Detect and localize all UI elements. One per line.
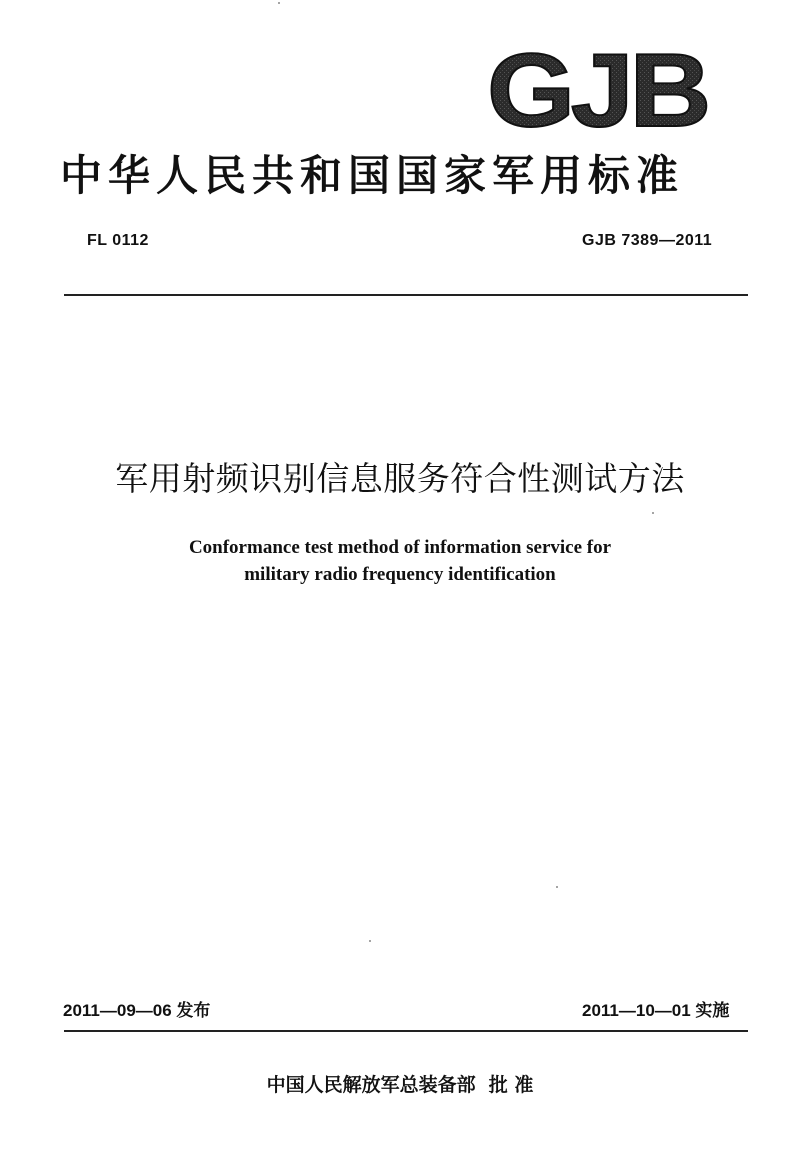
gjb-logo (484, 44, 710, 132)
document-title-chinese: 军用射频识别信息服务符合性测试方法 (115, 459, 685, 498)
issuing-body-title: 中华人民共和国国家军用标准 (60, 151, 685, 200)
scan-speck (652, 512, 654, 514)
header-divider (64, 294, 748, 296)
issue-date: 2011—09—06 发布 (63, 1001, 211, 1020)
standard-number: GJB 7389—2011 (582, 232, 713, 249)
logo-text: GJB (487, 44, 707, 132)
english-title-line-1: Conformance test method of information service for (188, 537, 612, 558)
scan-speck (278, 2, 280, 4)
document-title-english (0, 534, 800, 588)
effective-date: 2011—10—01 实施 (582, 1001, 730, 1020)
scan-speck (556, 886, 558, 888)
scan-speck (369, 940, 371, 942)
english-title-line-2: military radio frequency identification (244, 564, 556, 585)
classification-code: FL 0112 (87, 232, 149, 249)
footer-divider (64, 1030, 748, 1032)
approving-authority: 中国人民解放军总装备部 批 准 (266, 1074, 534, 1096)
